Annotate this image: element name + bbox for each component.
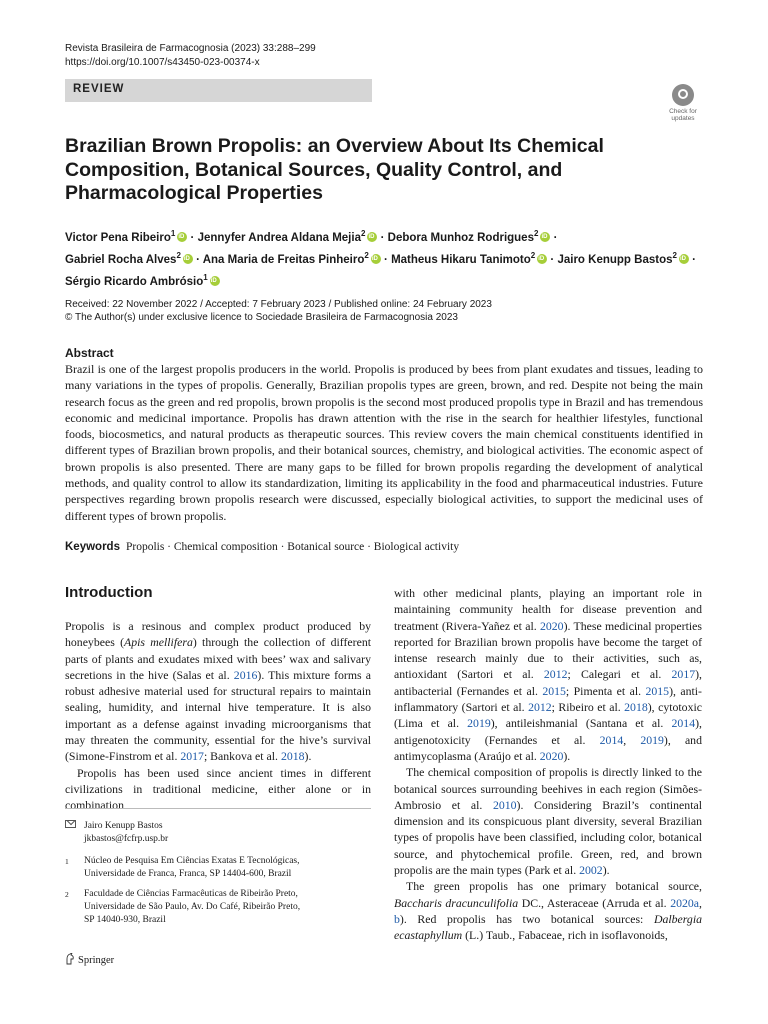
- citation-link[interactable]: 2017: [180, 749, 204, 764]
- author[interactable]: [202, 251, 381, 267]
- orcid-icon[interactable]: [537, 254, 547, 264]
- affiliation-marker: 1: [170, 229, 176, 238]
- author-name: Jairo Kenupp Bastos: [557, 254, 673, 267]
- body-column-left: [65, 618, 371, 814]
- affiliation-marker: 2: [533, 229, 539, 238]
- paragraph: Propolis has been used since ancient times in different civilizations in traditional medicine, either alone or in combination: [65, 765, 371, 813]
- keywords: [65, 541, 459, 553]
- author[interactable]: [387, 229, 551, 244]
- corresponding-author: [65, 820, 168, 846]
- orcid-icon[interactable]: [367, 232, 377, 242]
- publication-dates: [65, 298, 492, 324]
- italic-term: Apis mellifera: [124, 635, 193, 650]
- paragraph: The chemical composition of propolis is directly linked to the botanical sources surrounding beehives in each region (Simões-Ambrosio et al. 2010). Considering Brazil’s continental dimension and its conspicuous plant diversity, several Brazilian types of propolis have been classified, including color, botanical source, and phytochemical profile. Green, red, and brown propolis are the main types (Park et al. 2002).: [394, 765, 702, 878]
- citation-link[interactable]: 2016: [233, 667, 258, 682]
- abstract-text: Brazil is one of the largest propolis producers in the world. Propolis is produced by bees from plant exudates and tissues, leading to many variations in the types of propolis. Generally, Brazilian propolis types are green, brown, and red. Despite not being the main research focus as the green and red propolis, brown propolis is the second most produced propolis type in Brazil and has tremendous economic and medicinal importance. Propolis has drawn attention with the rise in the search for healthier lifestyles, functional foods, biocosmetics, and natural products as therapeutic sources. This review covers the main chemical constituents identified in different types of Brazilian brown propolis, and their botanical sources, chemistry, and biological activities. The economic aspect of brown propolis is also presented. There are many gaps to be filled for brown propolis regarding the development of analytical methods, and quality control to allow its standardization, limiting its applicability in the food and pharmaceutical industries. Future perspectives regarding brown propolis research were discussed, especially biological activities, to support the medicinal uses of different types of brown propolis.: [65, 362, 703, 523]
- corresponding-name: Jairo Kenupp Bastos: [84, 821, 163, 831]
- check-for-updates-badge[interactable]: [664, 84, 702, 124]
- author-name: Matheus Hikaru Tanimoto: [391, 254, 531, 267]
- author[interactable]: [65, 251, 193, 267]
- footnote-divider: [65, 808, 371, 809]
- affiliation-2: [65, 888, 300, 927]
- orcid-icon[interactable]: [177, 232, 187, 242]
- springer-horse-icon: [65, 953, 75, 965]
- affiliation-number: 1: [65, 857, 69, 866]
- affiliation-marker: 1: [203, 273, 208, 283]
- keywords-label: Keywords: [65, 541, 120, 553]
- author[interactable]: [65, 273, 220, 289]
- abstract-heading: Abstract: [65, 346, 114, 360]
- affiliation-number: 2: [65, 890, 69, 899]
- affiliation-line: Universidade de Franca, Franca, SP 14404-600, Brazil: [84, 869, 292, 879]
- publisher-name: Springer: [78, 955, 115, 966]
- orcid-icon[interactable]: [183, 254, 193, 264]
- citation-link[interactable]: 2015: [645, 683, 670, 698]
- author-name: Debora Munhoz Rodrigues: [387, 231, 534, 244]
- affiliation-marker: 2: [364, 251, 369, 261]
- article-title: Brazilian Brown Propolis: an Overview About Its Chemical Composition, Botanical Sources, Quality Control, and Pharmacological Properties: [65, 135, 604, 204]
- author[interactable]: [197, 229, 378, 244]
- keywords-list: Propolis · Chemical composition · Botanical source · Biological activity: [125, 541, 460, 553]
- author-name: Gabriel Rocha Alves: [65, 254, 177, 267]
- envelope-icon: [65, 820, 76, 828]
- citation-link[interactable]: 2018: [280, 749, 305, 764]
- author-list: Victor Pena Ribeiro$^1$iD · Jennyfer Andrea Aldana Mejia$^2$iD · Debora Munhoz Rodrigues$^2$iD · Gabriel Rocha Alves$^2$iD · Ana Maria de Freitas Pinheiro$^2$iD · Matheus Hikaru Tanimoto$^2$iD · Jairo Kenupp Bastos$^2$iD · Sérgio Ricardo Ambrósio$^1$iD: [65, 225, 715, 292]
- citation-link[interactable]: b: [394, 911, 400, 926]
- affiliation-line: Universidade de São Paulo, Av. Do Café, Ribeirão Preto,: [84, 902, 301, 912]
- author-name: Victor Pena Ribeiro: [65, 231, 171, 244]
- paragraph: The green propolis has one primary botanical source, Baccharis dracunculifolia DC., Asteraceae (Arruda et al. 2020a, b). Red propolis has two botanical sources: Dalbergia ecastaphyllum (L.) Taub., Fabaceae, rich in isoflavonoids,: [394, 879, 702, 943]
- affiliation-marker: 2: [176, 251, 181, 261]
- italic-term: Dalbergia ecastaphyllum: [394, 911, 702, 943]
- journal-citation: Revista Brasileira de Farmacognosia (2023) 33:288–299: [65, 43, 316, 54]
- citation-link[interactable]: 2020: [539, 618, 564, 633]
- paragraph: with other medicinal plants, playing an important role in maintaining community health for disease prevention and treatment (Rivera-Yañez et al. 2020). These medicinal properties reported for Brazilian brown propolis have become the target of intense research mainly due to their activities, such as, antioxidant (Sartori et al. 2012; Calegari et al. 2017), antibacterial (Fernandes et al. 2015; Pimenta et al. 2015), anti-inflammatory (Sartori et al. 2012; Ribeiro et al. 2018), cytotoxic (Lima et al. 2019), antileishmanial (Santana et al. 2014), antigenotoxicity (Fernandes et al. 2014, 2019), and antimycoplasma (Araújo et al. 2020).: [394, 586, 703, 763]
- author[interactable]: [65, 229, 187, 244]
- orcid-icon[interactable]: [540, 232, 550, 242]
- orcid-icon[interactable]: [210, 276, 220, 286]
- affiliation-1: [65, 855, 300, 881]
- italic-term: Baccharis dracunculifolia: [394, 895, 519, 910]
- section-label-bar: [65, 79, 372, 102]
- affiliation-marker: 2: [360, 229, 366, 238]
- check-updates-icon: [672, 84, 694, 106]
- section-label: REVIEW: [73, 83, 125, 95]
- citation-link[interactable]: 2020a: [670, 895, 700, 910]
- citation-link[interactable]: 2002: [579, 863, 603, 878]
- affiliation-marker: 2: [672, 251, 677, 261]
- citation-link[interactable]: 2012: [528, 700, 552, 715]
- orcid-icon[interactable]: [371, 254, 381, 264]
- journal-header: [65, 42, 316, 70]
- citation-link[interactable]: 2018: [624, 700, 648, 715]
- citation-link[interactable]: 2020: [539, 748, 564, 763]
- affiliation-marker: 2: [530, 251, 536, 261]
- section-heading-introduction: Introduction: [65, 584, 153, 601]
- paragraph: Propolis is a resinous and complex product produced by honeybees (Apis mellifera) through the collection of different parts of plants and exudates mixed with bees’ wax and salivary secretions in the hive (Salas et al. 2016). This mixture forms a robust adhesive material used for structural repairs to maintain sealing, humidity, and internal hive temperature. It is also important as a defense against invading microorganisms that may threaten the community, essential for the hive’s survival (Simone-Finstrom et al. 2017; Bankova et al. 2018).: [65, 619, 371, 764]
- check-updates-label: Check for updates: [669, 108, 697, 122]
- affiliation-line: Núcleo de Pesquisa Em Ciências Exatas E Tecnológicas,: [84, 856, 300, 866]
- author-name: Ana Maria de Freitas Pinheiro: [202, 254, 365, 267]
- citation-link[interactable]: 2019: [467, 716, 491, 731]
- citation-link[interactable]: 2012: [543, 667, 568, 682]
- author[interactable]: [557, 251, 688, 267]
- citation-link[interactable]: 2014: [671, 716, 696, 731]
- doi-link[interactable]: https://doi.org/10.1007/s43450-023-00374-x: [65, 57, 260, 68]
- body-column-right: [394, 585, 702, 944]
- corresponding-email[interactable]: jkbastos@fcfrp.usp.br: [84, 834, 169, 844]
- author-name: Jennyfer Andrea Aldana Mejia: [197, 231, 361, 244]
- affiliation-line: Faculdade de Ciências Farmacêuticas de Ribeirão Preto,: [84, 889, 298, 899]
- copyright-line: © The Author(s) under exclusive licence to Sociedade Brasileira de Farmacognosia 2023: [65, 312, 458, 323]
- citation-link[interactable]: 2014: [599, 732, 624, 747]
- author-name: Sérgio Ricardo Ambrósio: [65, 276, 204, 289]
- citation-link[interactable]: 2019: [640, 732, 664, 747]
- citation-link[interactable]: 2017: [671, 667, 696, 682]
- orcid-icon[interactable]: [679, 254, 689, 264]
- publisher-logo: [65, 953, 114, 966]
- citation-link[interactable]: 2015: [542, 683, 566, 698]
- citation-link[interactable]: 2010: [492, 797, 517, 812]
- author[interactable]: [391, 251, 547, 267]
- date-line: Received: 22 November 2022 / Accepted: 7 February 2023 / Published online: 24 February 2023: [65, 299, 492, 310]
- affiliation-line: SP 14040-930, Brazil: [84, 915, 166, 925]
